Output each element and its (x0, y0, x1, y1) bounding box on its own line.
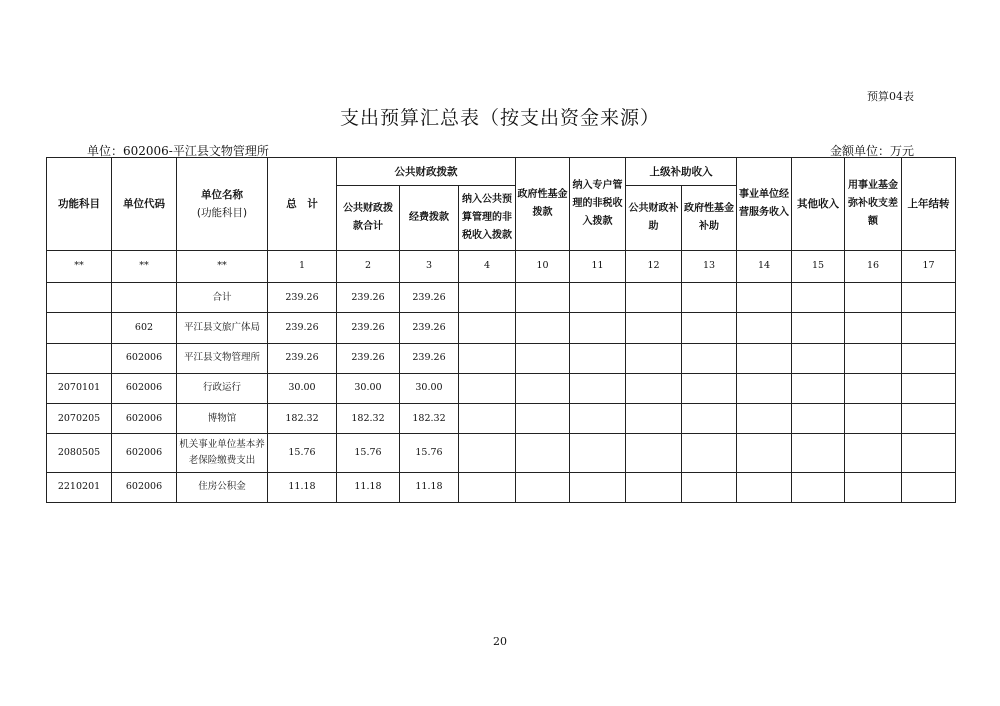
cell-total: 30.00 (268, 373, 337, 403)
header-operating-funds: 经费拨款 (400, 186, 459, 251)
cell-empty (516, 373, 570, 403)
cell-empty (570, 283, 626, 313)
cell-unit-name-line1: 平江县文物管理所 (183, 352, 260, 364)
cell-empty (626, 313, 682, 343)
header-special-nontax-line3: 入拨款 (582, 215, 613, 227)
table-row (47, 404, 956, 434)
index-cell: 2 (337, 250, 400, 282)
header-special-nontax-line1: 纳入专户管 (572, 179, 623, 191)
cell-empty (845, 472, 902, 502)
cell-public-finance-total: 11.18 (337, 472, 400, 502)
cell-public-finance-total: 30.00 (337, 373, 400, 403)
header-fund-deficit-line2: 弥补收支差 (848, 197, 898, 209)
cell-empty (516, 434, 570, 472)
cell-empty (626, 373, 682, 403)
cell-public-finance-total: 15.76 (337, 434, 400, 472)
cell-empty (737, 472, 792, 502)
cell-empty (516, 313, 570, 343)
index-cell: 13 (682, 250, 737, 282)
index-cell: 10 (516, 250, 570, 282)
cell-unit-name-line1: 住房公积金 (198, 481, 246, 493)
budget-summary-table (46, 157, 956, 503)
cell-operating-funds: 239.26 (400, 283, 459, 313)
page-title: 支出预算汇总表（按支出资金来源） (339, 107, 660, 129)
index-cell: 15 (792, 250, 845, 282)
cell-empty (737, 283, 792, 313)
cell-empty (737, 373, 792, 403)
header-other-income: 其他收入 (792, 158, 845, 251)
cell-unit-code (112, 283, 177, 313)
cell-func-subject: 2070101 (47, 373, 112, 403)
index-cell: 14 (737, 250, 792, 282)
cell-unit-code: 602006 (112, 404, 177, 434)
cell-unit-code: 602006 (112, 343, 177, 373)
cell-unit-name (177, 434, 268, 472)
header-unit-name-line2: (功能科目) (196, 206, 248, 219)
cell-empty (570, 472, 626, 502)
cell-empty (682, 283, 737, 313)
header-fund-deficit-line3: 额 (868, 215, 878, 227)
header-special-nontax-line2: 理的非税收 (572, 197, 623, 209)
header-pf-total-line1: 公共财政拨 (343, 203, 393, 214)
cell-empty (845, 434, 902, 472)
table-row (47, 434, 956, 472)
table-row (47, 283, 956, 313)
header-unit-name (177, 158, 268, 251)
header-gov-fund-line2: 拨款 (532, 206, 553, 218)
cell-total: 15.76 (268, 434, 337, 472)
cell-public-finance-total: 239.26 (337, 283, 400, 313)
cell-unit-name (177, 404, 268, 434)
cell-empty (902, 283, 956, 313)
cell-public-finance-total: 239.26 (337, 343, 400, 373)
cell-empty (737, 313, 792, 343)
header-special-nontax (570, 158, 626, 251)
header-sub-gov-line2: 补助 (699, 221, 719, 232)
cell-func-subject: 2070205 (47, 404, 112, 434)
cell-empty (792, 472, 845, 502)
cell-total: 239.26 (268, 343, 337, 373)
cell-empty (792, 283, 845, 313)
cell-unit-name-line1: 机关事业单位基本养 (179, 438, 265, 450)
index-cell: 4 (459, 250, 516, 282)
cell-unit-name-line1: 平江县文旅广体局 (183, 321, 260, 333)
cell-empty (459, 373, 516, 403)
index-cell: 1 (268, 250, 337, 282)
cell-unit-name-line1: 行政运行 (202, 382, 241, 394)
cell-empty (516, 404, 570, 434)
cell-unit-name (177, 343, 268, 373)
cell-empty (682, 373, 737, 403)
cell-empty (570, 404, 626, 434)
header-nontax-public-line3: 税收入拨款 (462, 230, 512, 241)
header-gov-fund-line1: 政府性基金 (517, 188, 568, 200)
header-func-subject: 功能科目 (47, 158, 112, 251)
cell-total: 239.26 (268, 283, 337, 313)
cell-empty (902, 373, 956, 403)
header-pf-total-line2: 款合计 (353, 221, 383, 232)
cell-empty (516, 472, 570, 502)
cell-empty (902, 313, 956, 343)
cell-empty (902, 404, 956, 434)
cell-func-subject (47, 343, 112, 373)
header-unit-name-line1: 单位名称 (201, 188, 243, 201)
cell-empty (570, 373, 626, 403)
cell-empty (459, 434, 516, 472)
cell-unit-name-line1: 合计 (212, 291, 232, 303)
cell-empty (626, 283, 682, 313)
header-nontax-public-line1: 纳入公共预 (462, 194, 512, 205)
cell-unit-name (177, 313, 268, 343)
cell-operating-funds: 239.26 (400, 313, 459, 343)
index-row (47, 250, 956, 282)
cell-unit-code: 602006 (112, 472, 177, 502)
cell-empty (792, 434, 845, 472)
header-sub-gov-line1: 政府性基金 (684, 203, 734, 214)
cell-operating-funds: 182.32 (400, 404, 459, 434)
cell-empty (459, 472, 516, 502)
table-row (47, 472, 956, 502)
header-nontax-public (459, 186, 516, 251)
form-number: 预算04表 (867, 90, 914, 103)
cell-empty (459, 404, 516, 434)
index-cell: ** (112, 250, 177, 282)
cell-empty (737, 343, 792, 373)
header-business-income (737, 158, 792, 251)
cell-unit-name-line2: 老保险缴费支出 (188, 454, 256, 466)
index-cell: 17 (902, 250, 956, 282)
cell-public-finance-total: 182.32 (337, 404, 400, 434)
header-sub-public (626, 186, 682, 251)
header-business-line1: 事业单位经 (739, 188, 789, 200)
cell-empty (626, 404, 682, 434)
cell-empty (459, 343, 516, 373)
cell-public-finance-total: 239.26 (337, 313, 400, 343)
table-row (47, 313, 956, 343)
cell-empty (682, 404, 737, 434)
header-fund-deficit (845, 158, 902, 251)
header-unit-code: 单位代码 (112, 158, 177, 251)
header-fund-deficit-line1: 用事业基金 (848, 179, 898, 191)
cell-unit-name-line1: 博物馆 (207, 412, 237, 424)
cell-func-subject (47, 283, 112, 313)
header-public-finance-total (337, 186, 400, 251)
cell-empty (682, 472, 737, 502)
index-cell: ** (177, 250, 268, 282)
header-total: 总 计 (268, 158, 337, 251)
cell-empty (570, 343, 626, 373)
cell-empty (570, 313, 626, 343)
index-cell: 11 (570, 250, 626, 282)
cell-empty (626, 343, 682, 373)
cell-total: 11.18 (268, 472, 337, 502)
cell-unit-code: 602 (112, 313, 177, 343)
cell-total: 182.32 (268, 404, 337, 434)
cell-empty (737, 404, 792, 434)
index-cell: ** (47, 250, 112, 282)
cell-empty (516, 343, 570, 373)
cell-unit-name (177, 472, 268, 502)
cell-func-subject (47, 313, 112, 343)
cell-func-subject: 2210201 (47, 472, 112, 502)
header-nontax-public-line2: 算管理的非 (462, 212, 512, 223)
page-number: 20 (493, 635, 507, 648)
cell-empty (459, 313, 516, 343)
cell-empty (845, 404, 902, 434)
header-sub-public-line1: 公共财政补 (628, 203, 679, 214)
header-gov-fund (516, 158, 570, 251)
unit-label: 单位：602006-平江县文物管理所 (87, 144, 269, 158)
cell-empty (845, 283, 902, 313)
cell-func-subject: 2080505 (47, 434, 112, 472)
cell-empty (626, 472, 682, 502)
table-row (47, 343, 956, 373)
cell-empty (570, 434, 626, 472)
cell-empty (516, 283, 570, 313)
cell-empty (902, 472, 956, 502)
header-superior-subsidy: 上级补助收入 (626, 158, 737, 186)
table-body (47, 283, 956, 503)
index-cell: 3 (400, 250, 459, 282)
cell-empty (792, 373, 845, 403)
header-public-finance: 公共财政拨款 (337, 158, 516, 186)
cell-unit-code: 602006 (112, 434, 177, 472)
header-sub-gov (682, 186, 737, 251)
cell-empty (737, 434, 792, 472)
cell-empty (626, 434, 682, 472)
cell-operating-funds: 11.18 (400, 472, 459, 502)
cell-empty (682, 434, 737, 472)
cell-operating-funds: 15.76 (400, 434, 459, 472)
cell-empty (902, 343, 956, 373)
amount-unit-label: 金额单位：万元 (829, 144, 914, 158)
cell-unit-name (177, 283, 268, 313)
cell-total: 239.26 (268, 313, 337, 343)
cell-empty (682, 313, 737, 343)
cell-empty (792, 343, 845, 373)
cell-empty (459, 283, 516, 313)
cell-unit-name (177, 373, 268, 403)
index-cell: 16 (845, 250, 902, 282)
cell-empty (902, 434, 956, 472)
cell-empty (845, 343, 902, 373)
cell-empty (845, 373, 902, 403)
cell-operating-funds: 30.00 (400, 373, 459, 403)
cell-unit-code: 602006 (112, 373, 177, 403)
cell-empty (792, 313, 845, 343)
cell-operating-funds: 239.26 (400, 343, 459, 373)
cell-empty (682, 343, 737, 373)
index-cell: 12 (626, 250, 682, 282)
header-carryover: 上年结转 (902, 158, 956, 251)
cell-empty (845, 313, 902, 343)
table-row (47, 373, 956, 403)
header-business-line2: 营服务收入 (739, 206, 789, 218)
cell-empty (792, 404, 845, 434)
header-sub-public-line2: 助 (648, 221, 659, 232)
